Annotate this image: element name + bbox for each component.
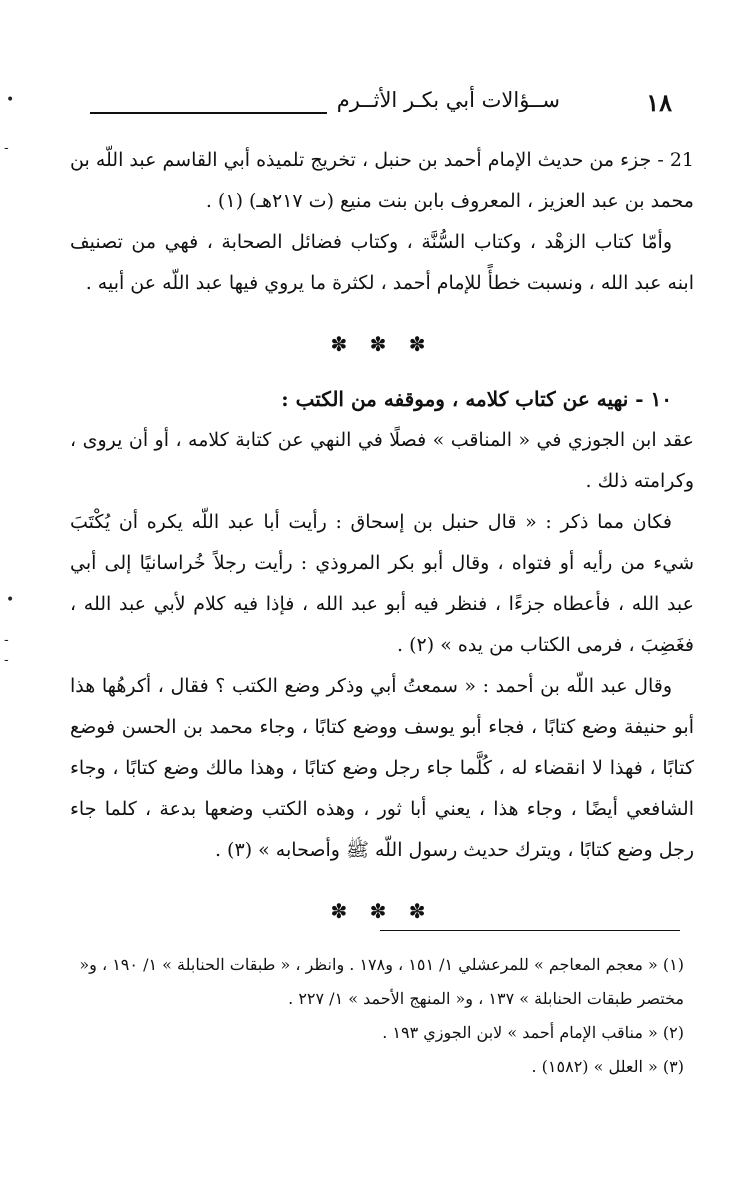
footnotes [64,948,684,1084]
running-title: ســؤالات أبي بكـر الأثــرم [336,88,560,112]
margin-mark: - [4,140,9,156]
list-item-21: 21 - جزء من حديث الإمام أحمد بن حنبل ، تخريج تلميذه أبي القاسم عبد اللّه بن محمد بن عبد العزيز ، المعروف بابن بنت منيع (ت ٢١٧هـ) (١) . [70,149,694,212]
footnote-1: (١) « معجم المعاجم » للمرعشلي ١/ ١٥١ ، و١٧٨ . وانظر ، « طبقات الحنابلة » ١/ ١٩٠ ، و« مختصر طبقات الحنابلة » ١٣٧ ، و« المنهج الأحمد » ١/ ٢٢٧ . [79,955,684,1008]
main-text [70,140,694,946]
section-heading: ١٠ - نهيه عن كتاب كلامه ، وموقفه من الكتب : [281,387,672,411]
section-separator: ✽ ✽ ✽ [330,899,434,923]
margin-mark: - [4,652,9,668]
paragraph-ibn-jawzi: عقد ابن الجوزي في « المناقب » فصلًا في النهي عن كتابة كلامه ، أو أن يروى ، وكرامته ذلك . [70,429,694,492]
margin-mark: • [6,592,15,608]
margin-mark: - [4,632,9,648]
paragraph-hanbal-quote: فكان مما ذكر : « قال حنبل بن إسحاق : رأيت أبا عبد اللّه يكره أن يُكْتَبَ شيء من رأيه أو فتواه ، وقال أبو بكر المروذي : رأيت رجلاً خُراسانيًا إلى أبي عبد الله ، فأعطاه جزءًا ، فنظر فيه أبو عبد الله ، فإذا فيه كلام لأبي عبد الله ، فغَضِبَ ، فرمى الكتاب من يده » (٢) . [70,511,694,656]
footnote-3: (٣) « العلل » (١٥٨٢) . [531,1057,684,1076]
footnote-rule [380,930,680,931]
page-number: ١٨ [646,88,672,117]
section-separator: ✽ ✽ ✽ [330,332,434,356]
margin-mark: • [6,92,15,108]
paragraph-books-attribution: وأمّا كتاب الزهْد ، وكتاب السُّنَّة ، وكتاب فضائل الصحابة ، فهي من تصنيف ابنه عبد الله ، ونسبت خطأً للإمام أحمد ، لكثرة ما يروي فيها عبد اللّه عن أبيه . [70,231,694,294]
footnote-2: (٢) « مناقب الإمام أحمد » لابن الجوزي ١٩٣ . [382,1023,684,1042]
paragraph-abdullah-quote: وقال عبد اللّه بن أحمد : « سمعتُ أبي وذكر وضع الكتب ؟ فقال ، أكرهُها هذا أبو حنيفة وضع كتابًا ، فجاء أبو يوسف ووضع كتابًا ، وجاء محمد بن الحسن فوضع كتابًا ، فهذا لا انقضاء له ، كُلَّما جاء رجل وضع كتابًا ، وهذا مالك وضع كتابًا ، وجاء الشافعي أيضًا ، وجاء هذا ، يعني أبا ثور ، وهذه الكتب وضعها بدعة ، كلما جاء رجل وضع كتابًا ، ويترك حديث رسول اللّه ﷺ وأصحابه » (٣) . [70,675,694,861]
page-header [80,88,672,128]
header-rule [90,112,327,114]
